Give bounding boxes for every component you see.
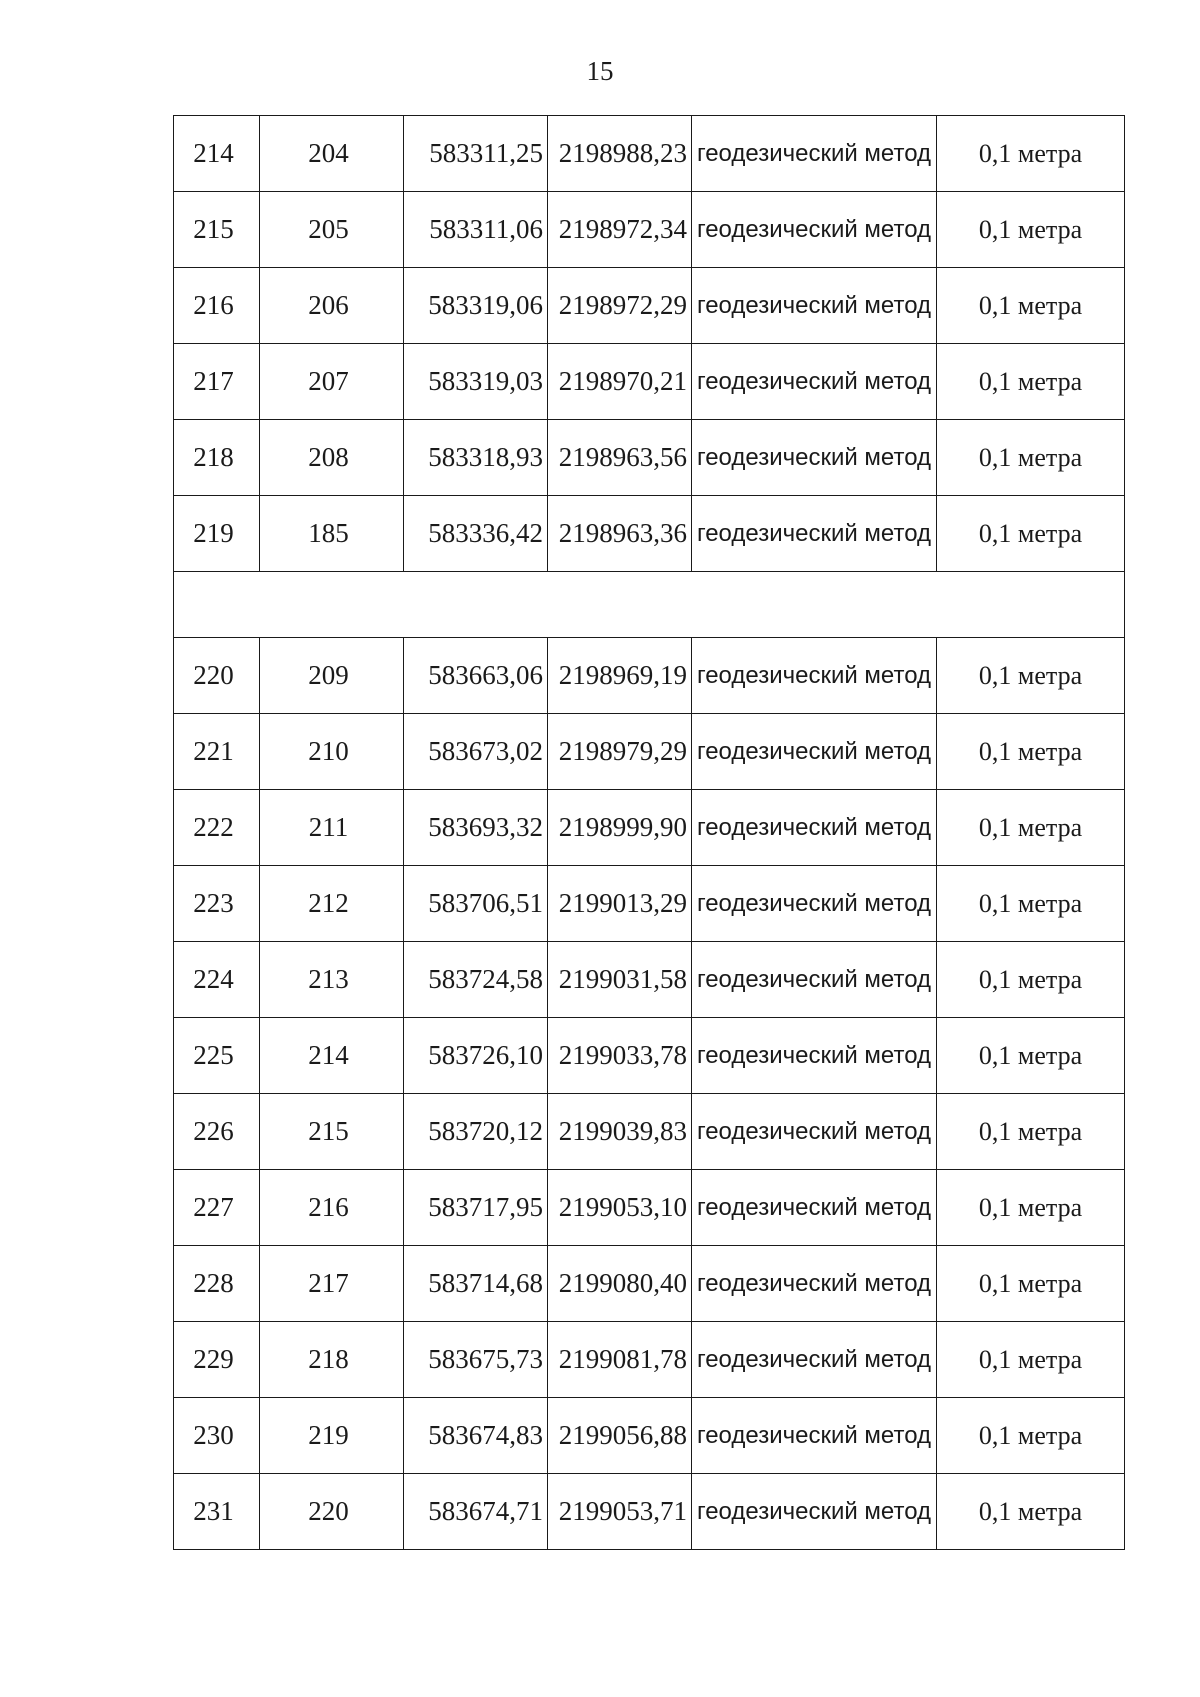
accuracy-cell: 0,1 метра [937, 1322, 1125, 1398]
accuracy-cell: 0,1 метра [937, 1018, 1125, 1094]
method-cell: геодезический метод [692, 1246, 937, 1322]
x-coordinate-cell: 583319,06 [404, 268, 548, 344]
point-number-cell: 214 [260, 1018, 404, 1094]
row-number-cell: 218 [174, 420, 260, 496]
row-number-cell: 226 [174, 1094, 260, 1170]
method-cell: геодезический метод [692, 790, 937, 866]
point-number-cell: 211 [260, 790, 404, 866]
method-cell: геодезический метод [692, 1398, 937, 1474]
y-coordinate-cell: 2198963,56 [548, 420, 692, 496]
row-number-cell: 223 [174, 866, 260, 942]
x-coordinate-cell: 583673,02 [404, 714, 548, 790]
y-coordinate-cell: 2199081,78 [548, 1322, 692, 1398]
row-number-cell: 227 [174, 1170, 260, 1246]
accuracy-cell: 0,1 метра [937, 866, 1125, 942]
method-cell: геодезический метод [692, 420, 937, 496]
point-number-cell: 185 [260, 496, 404, 572]
accuracy-cell: 0,1 метра [937, 638, 1125, 714]
y-coordinate-cell: 2199080,40 [548, 1246, 692, 1322]
row-number-cell: 215 [174, 192, 260, 268]
point-number-cell: 205 [260, 192, 404, 268]
accuracy-cell: 0,1 метра [937, 790, 1125, 866]
accuracy-cell: 0,1 метра [937, 1474, 1125, 1550]
separator-cell [174, 572, 1125, 638]
y-coordinate-cell: 2199039,83 [548, 1094, 692, 1170]
table-row [174, 1474, 1125, 1550]
coordinates-table [173, 115, 1125, 1550]
point-number-cell: 212 [260, 866, 404, 942]
table-row [174, 790, 1125, 866]
y-coordinate-cell: 2199031,58 [548, 942, 692, 1018]
row-number-cell: 219 [174, 496, 260, 572]
row-number-cell: 230 [174, 1398, 260, 1474]
row-number-cell: 214 [174, 116, 260, 192]
y-coordinate-cell: 2199013,29 [548, 866, 692, 942]
point-number-cell: 210 [260, 714, 404, 790]
table-row [174, 866, 1125, 942]
x-coordinate-cell: 583663,06 [404, 638, 548, 714]
method-cell: геодезический метод [692, 866, 937, 942]
method-cell: геодезический метод [692, 1474, 937, 1550]
x-coordinate-cell: 583336,42 [404, 496, 548, 572]
x-coordinate-cell: 583311,06 [404, 192, 548, 268]
accuracy-cell: 0,1 метра [937, 714, 1125, 790]
x-coordinate-cell: 583706,51 [404, 866, 548, 942]
row-number-cell: 220 [174, 638, 260, 714]
table-row [174, 714, 1125, 790]
accuracy-cell: 0,1 метра [937, 1170, 1125, 1246]
table-row [174, 1246, 1125, 1322]
table-row [174, 1094, 1125, 1170]
accuracy-cell: 0,1 метра [937, 344, 1125, 420]
method-cell: геодезический метод [692, 1018, 937, 1094]
table-row [174, 496, 1125, 572]
y-coordinate-cell: 2198979,29 [548, 714, 692, 790]
point-number-cell: 218 [260, 1322, 404, 1398]
y-coordinate-cell: 2199053,71 [548, 1474, 692, 1550]
table-row [174, 420, 1125, 496]
row-number-cell: 228 [174, 1246, 260, 1322]
method-cell: геодезический метод [692, 192, 937, 268]
point-number-cell: 213 [260, 942, 404, 1018]
x-coordinate-cell: 583726,10 [404, 1018, 548, 1094]
row-number-cell: 229 [174, 1322, 260, 1398]
row-number-cell: 221 [174, 714, 260, 790]
row-number-cell: 222 [174, 790, 260, 866]
point-number-cell: 219 [260, 1398, 404, 1474]
y-coordinate-cell: 2198963,36 [548, 496, 692, 572]
table-row [174, 1170, 1125, 1246]
method-cell: геодезический метод [692, 942, 937, 1018]
table-row [174, 1398, 1125, 1474]
accuracy-cell: 0,1 метра [937, 116, 1125, 192]
point-number-cell: 207 [260, 344, 404, 420]
accuracy-cell: 0,1 метра [937, 268, 1125, 344]
point-number-cell: 217 [260, 1246, 404, 1322]
method-cell: геодезический метод [692, 496, 937, 572]
method-cell: геодезический метод [692, 638, 937, 714]
accuracy-cell: 0,1 метра [937, 942, 1125, 1018]
x-coordinate-cell: 583714,68 [404, 1246, 548, 1322]
method-cell: геодезический метод [692, 1170, 937, 1246]
y-coordinate-cell: 2198970,21 [548, 344, 692, 420]
x-coordinate-cell: 583720,12 [404, 1094, 548, 1170]
point-number-cell: 206 [260, 268, 404, 344]
accuracy-cell: 0,1 метра [937, 192, 1125, 268]
table-row [174, 344, 1125, 420]
method-cell: геодезический метод [692, 344, 937, 420]
point-number-cell: 216 [260, 1170, 404, 1246]
x-coordinate-cell: 583674,71 [404, 1474, 548, 1550]
y-coordinate-cell: 2198999,90 [548, 790, 692, 866]
x-coordinate-cell: 583319,03 [404, 344, 548, 420]
y-coordinate-cell: 2198988,23 [548, 116, 692, 192]
x-coordinate-cell: 583675,73 [404, 1322, 548, 1398]
method-cell: геодезический метод [692, 268, 937, 344]
y-coordinate-cell: 2199056,88 [548, 1398, 692, 1474]
point-number-cell: 208 [260, 420, 404, 496]
row-number-cell: 216 [174, 268, 260, 344]
accuracy-cell: 0,1 метра [937, 496, 1125, 572]
x-coordinate-cell: 583674,83 [404, 1398, 548, 1474]
table-row [174, 638, 1125, 714]
row-number-cell: 231 [174, 1474, 260, 1550]
x-coordinate-cell: 583724,58 [404, 942, 548, 1018]
method-cell: геодезический метод [692, 714, 937, 790]
row-number-cell: 217 [174, 344, 260, 420]
table-row [174, 1322, 1125, 1398]
table-row [174, 942, 1125, 1018]
x-coordinate-cell: 583717,95 [404, 1170, 548, 1246]
table-row [174, 116, 1125, 192]
accuracy-cell: 0,1 метра [937, 1398, 1125, 1474]
point-number-cell: 204 [260, 116, 404, 192]
y-coordinate-cell: 2198972,29 [548, 268, 692, 344]
accuracy-cell: 0,1 метра [937, 420, 1125, 496]
y-coordinate-cell: 2198969,19 [548, 638, 692, 714]
method-cell: геодезический метод [692, 116, 937, 192]
method-cell: геодезический метод [692, 1094, 937, 1170]
table-row [174, 268, 1125, 344]
row-number-cell: 224 [174, 942, 260, 1018]
accuracy-cell: 0,1 метра [937, 1094, 1125, 1170]
method-cell: геодезический метод [692, 1322, 937, 1398]
x-coordinate-cell: 583318,93 [404, 420, 548, 496]
coordinates-table-body [174, 116, 1125, 1550]
point-number-cell: 209 [260, 638, 404, 714]
table-section-separator [174, 572, 1125, 638]
y-coordinate-cell: 2198972,34 [548, 192, 692, 268]
point-number-cell: 215 [260, 1094, 404, 1170]
accuracy-cell: 0,1 метра [937, 1246, 1125, 1322]
point-number-cell: 220 [260, 1474, 404, 1550]
row-number-cell: 225 [174, 1018, 260, 1094]
x-coordinate-cell: 583693,32 [404, 790, 548, 866]
y-coordinate-cell: 2199033,78 [548, 1018, 692, 1094]
y-coordinate-cell: 2199053,10 [548, 1170, 692, 1246]
x-coordinate-cell: 583311,25 [404, 116, 548, 192]
table-row [174, 1018, 1125, 1094]
page-number: 15 [586, 56, 614, 86]
table-row [174, 192, 1125, 268]
